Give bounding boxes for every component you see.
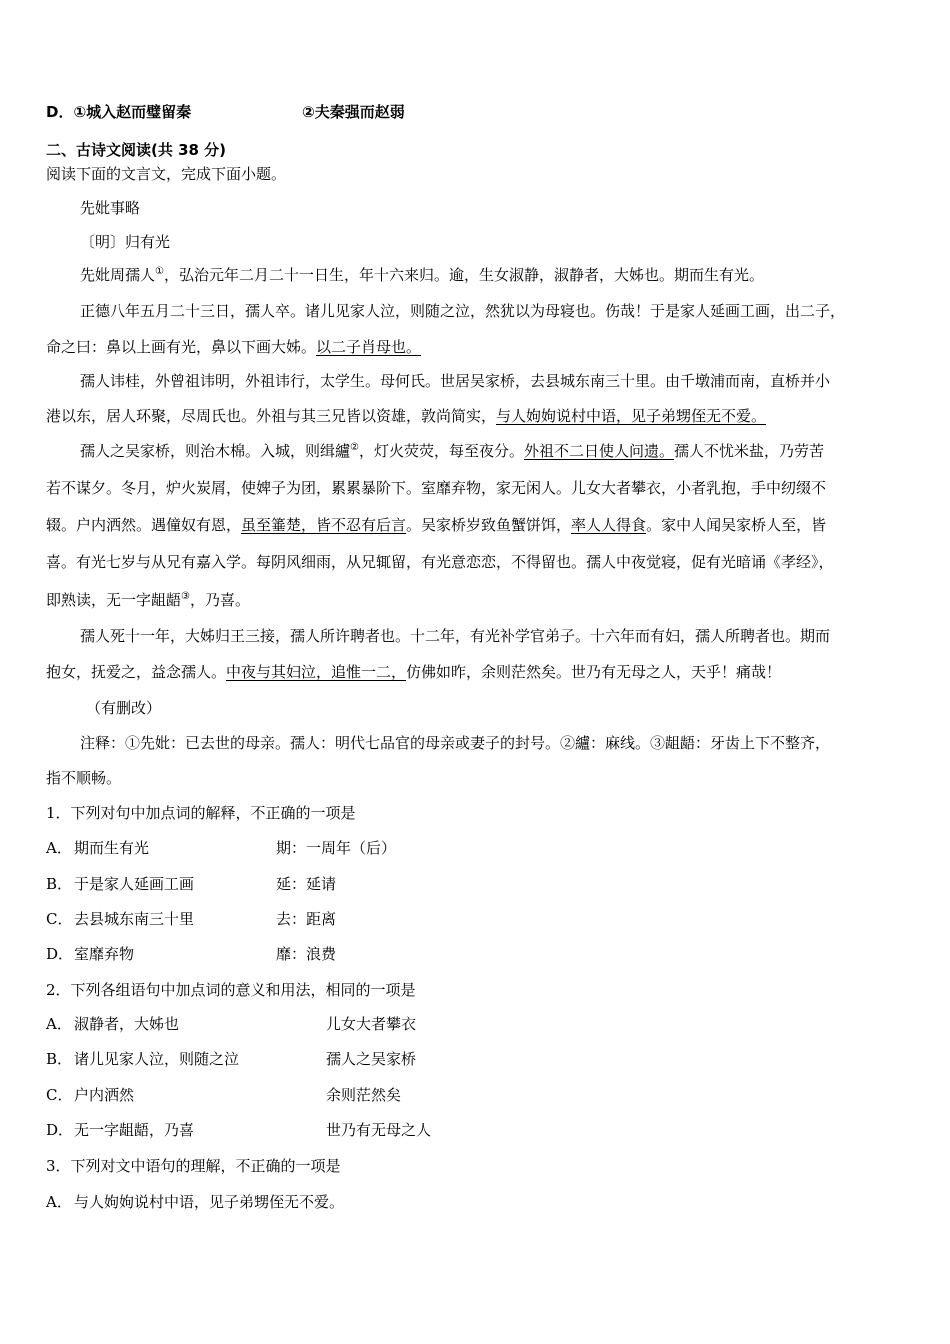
option-text: 无一字龃龉，乃喜 bbox=[74, 1121, 195, 1139]
p1-text-a: 先妣周孺人 bbox=[80, 266, 156, 284]
option-label: D． bbox=[46, 1121, 74, 1139]
question-1-option-c-gloss: 去：距离 bbox=[276, 910, 337, 928]
question-1-option-d[interactable] bbox=[46, 944, 134, 964]
question-2-option-a-right: 儿女大者攀衣 bbox=[326, 1015, 417, 1033]
option-text: 于是家人延画工画 bbox=[74, 875, 195, 893]
prev-option-label: D． bbox=[46, 103, 74, 121]
underlined-sentence: 以二子肖母也。 bbox=[316, 338, 422, 356]
paragraph-4-line-4: 喜。有光七岁与从兄有嘉入学。每阴风细雨，从兄辄留，有光意恋恋，不得留也。孺人中夜觉寝，促有光暗诵《孝经》， bbox=[46, 553, 834, 571]
p1-text-b: ，弘治元年二月二十一日生，年十六来归。逾，生女淑静，淑静者，大姊也。期而生有光。 bbox=[163, 266, 764, 284]
question-3-option-a[interactable] bbox=[46, 1192, 344, 1212]
p5-text: 仿佛如昨，余则茫然矣。世乃有无母之人，天乎！痛哉！ bbox=[406, 663, 782, 681]
section-instruction: 阅读下面的文言文，完成下面小题。 bbox=[46, 165, 287, 183]
prev-option-d-b: ②夫秦强而赵弱 bbox=[302, 103, 405, 121]
paragraph-5-line-1: 孺人死十一年，大姊归王三接，孺人所许聘者也。十二年，有光补学官弟子。十六年而有妇，孺人所聘者也。期而 bbox=[80, 627, 831, 645]
option-text: 室靡弃物 bbox=[74, 945, 135, 963]
option-label: B． bbox=[46, 1050, 73, 1068]
option-text: 诸儿见家人泣，则随之泣 bbox=[74, 1050, 240, 1068]
paragraph-2-line-2 bbox=[46, 337, 421, 357]
paragraph-4-line-5 bbox=[46, 590, 250, 610]
p5-text: 抱女，抚爱之，益念孺人。 bbox=[46, 663, 227, 681]
question-2-option-b-right: 孺人之吴家桥 bbox=[326, 1050, 417, 1068]
question-2-option-d[interactable] bbox=[46, 1120, 194, 1140]
p4-text-a: 孺人之吴家桥，则治木棉。入城，则缉纑 bbox=[80, 442, 351, 460]
option-label: C． bbox=[46, 910, 73, 928]
question-1-option-d-gloss: 靡：浪费 bbox=[276, 945, 337, 963]
option-label: B． bbox=[46, 875, 73, 893]
paragraph-3-line-2 bbox=[46, 406, 766, 426]
paragraph-4-line-2: 若不谋夕。冬月，炉火炭屑，使婢子为团，累累暴阶下。室靡弃物，家无闲人。儿女大者攀衣，小者乳抱，手中纫缀不 bbox=[46, 479, 827, 497]
paragraph-4-line-1 bbox=[80, 441, 824, 461]
underlined-sentence: 外祖不二日使人问遗。 bbox=[524, 442, 675, 460]
p4-text: 辍。户内洒然。遇僮奴有恩， bbox=[46, 516, 242, 534]
paragraph-5-line-2 bbox=[46, 662, 781, 682]
question-2-option-d-right: 世乃有无母之人 bbox=[326, 1121, 432, 1139]
question-3-stem: 3．下列对文中语句的理解，不正确的一项是 bbox=[46, 1157, 341, 1175]
paragraph-2-line-1: 正德八年五月二十三日，孺人卒。诸儿见家人泣，则随之泣，然犹以为母寝也。伤哉！于是家人延画工画，出二子， bbox=[80, 302, 846, 320]
p4-text-b: ，灯火荧荧，每至夜分。 bbox=[358, 442, 524, 460]
underlined-sentence: 率人人得食 bbox=[571, 516, 647, 534]
underlined-sentence: 与人姁姁说村中语，见子弟甥侄无不爱。 bbox=[496, 407, 767, 425]
question-2-option-b[interactable] bbox=[46, 1049, 239, 1069]
p2-text: 命之曰：鼻以上画有光，鼻以下画大姊。 bbox=[46, 338, 317, 356]
underlined-sentence: 中夜与其妇泣，追惟一二， bbox=[226, 663, 407, 681]
footnote-marker: ③ bbox=[181, 591, 190, 602]
question-2-option-a[interactable] bbox=[46, 1014, 179, 1034]
question-1-option-a[interactable] bbox=[46, 838, 149, 858]
question-2-option-c-right: 余则茫然矣 bbox=[326, 1086, 402, 1104]
p4-text: 即熟读，无一字龃龉 bbox=[46, 591, 182, 609]
paragraph-4-line-3 bbox=[46, 515, 826, 535]
p3-text: 港以东，居人环聚，尽周氏也。外祖与其三兄皆以资雄，敦尚简实， bbox=[46, 407, 497, 425]
prev-option-a: ①城入赵而璧留秦 bbox=[73, 103, 192, 121]
option-text: 去县城东南三十里 bbox=[74, 910, 195, 928]
option-text: 期而生有光 bbox=[74, 839, 150, 857]
option-label: A． bbox=[46, 1015, 72, 1033]
prev-option-d bbox=[46, 102, 191, 122]
question-2-stem: 2．下列各组语句中加点词的意义和用法，相同的一项是 bbox=[46, 981, 416, 999]
p4-text: 。家中人闻吴家桥人至，皆 bbox=[646, 516, 827, 534]
passage-author: 〔明〕归有光 bbox=[80, 233, 171, 251]
question-1-stem: 1．下列对句中加点词的解释，不正确的一项是 bbox=[46, 804, 356, 822]
question-1-option-a-gloss: 期：一周年（后） bbox=[276, 839, 397, 857]
paragraph-1 bbox=[80, 265, 764, 285]
p4-text: 。吴家桥岁致鱼蟹饼饵， bbox=[406, 516, 572, 534]
paragraph-3-line-1: 孺人讳桂，外曾祖讳明，外祖讳行，太学生。母何氏。世居吴家桥，去县城东南三十里。由千墩浦而南，直桥并小 bbox=[80, 372, 831, 390]
option-label: C． bbox=[46, 1086, 73, 1104]
section-title: 二、古诗文阅读(共 38 分) bbox=[46, 141, 227, 159]
question-2-option-c[interactable] bbox=[46, 1085, 134, 1105]
footnote-marker: ② bbox=[350, 442, 359, 453]
notes-line-2: 指不顺畅。 bbox=[46, 769, 122, 787]
option-text: 淑静者，大姊也 bbox=[74, 1015, 180, 1033]
p4-text-c: 孺人不忧米盐，乃劳苦 bbox=[674, 442, 825, 460]
notes-line-1: 注释：①先妣：已去世的母亲。孺人：明代七品官的母亲或妻子的封号。②纑：麻线。③龃龉：牙齿上下不整齐， bbox=[80, 734, 831, 752]
question-1-option-b-gloss: 延：延请 bbox=[276, 875, 337, 893]
footnote-marker: ① bbox=[155, 266, 164, 277]
p4-text: ，乃喜。 bbox=[189, 591, 250, 609]
option-text: 与人姁姁说村中语，见子弟甥侄无不爱。 bbox=[74, 1193, 345, 1211]
question-1-option-c[interactable] bbox=[46, 909, 194, 929]
option-text: 户内洒然 bbox=[74, 1086, 135, 1104]
revised-note: （有删改） bbox=[86, 699, 162, 717]
passage-title: 先妣事略 bbox=[80, 199, 141, 217]
option-label: A． bbox=[46, 839, 72, 857]
option-label: D． bbox=[46, 945, 74, 963]
underlined-sentence: 虽至箠楚，皆不忍有后言 bbox=[241, 516, 407, 534]
question-1-option-b[interactable] bbox=[46, 874, 194, 894]
option-label: A． bbox=[46, 1193, 72, 1211]
